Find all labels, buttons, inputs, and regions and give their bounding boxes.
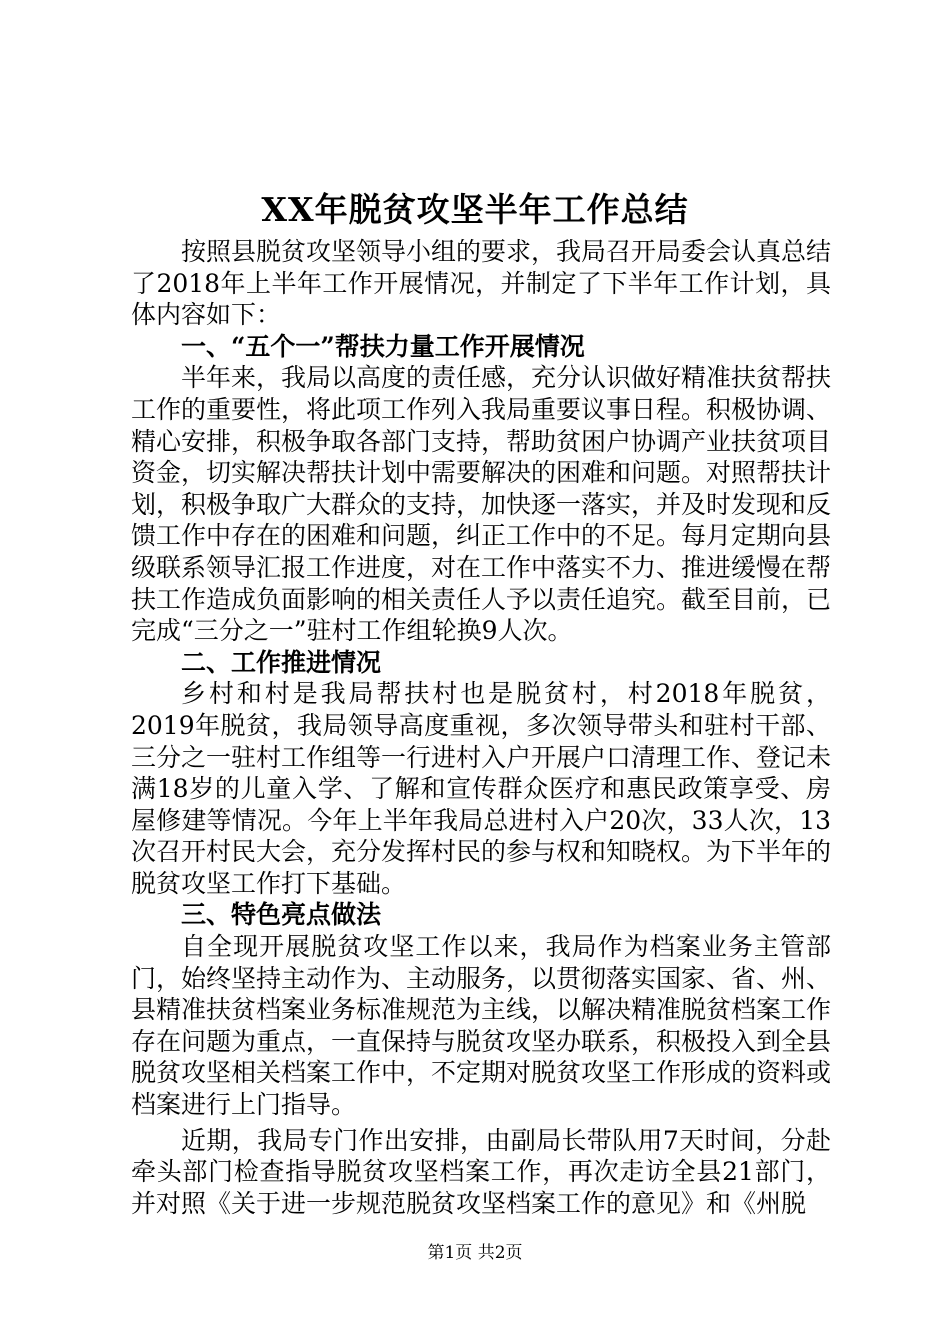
page-footer: 第1页 共2页 (427, 1243, 523, 1263)
section-1-heading: 一、“五个一”帮扶力量工作开展情况 (181, 331, 585, 361)
section-3-paragraph-2: 近期，我局专门作出安排，由副局长带队用7天时间，分赴牵头部门检查指导脱贫攻坚档案工作，再次走访全县21部门，并对照《关于进一步规范脱贫攻坚档案工作的意见》和《州脱 (131, 1125, 831, 1218)
section-3-paragraph-1: 自全现开展脱贫攻坚工作以来，我局作为档案业务主管部门，始终坚持主动作为、主动服务，以贯彻落实国家、省、州、县精准扶贫档案业务标准规范为主线，以解决精准脱贫档案工作存在问题为重点，一直保持与脱贫攻坚办联系，积极投入到全县脱贫攻坚相关档案工作中，不定期对脱贫攻坚工作形成的资料或档案进行上门指导。 (131, 932, 832, 1120)
section-2-heading: 二、工作推进情况 (181, 647, 382, 677)
section-3-heading: 三、特色亮点做法 (181, 900, 382, 930)
intro-paragraph: 按照县脱贫攻坚领导小组的要求，我局召开局委会认真总结了2018年上半年工作开展情况，并制定了下半年工作计划，具体内容如下： (131, 237, 832, 330)
document-title: XX年脱贫攻坚半年工作总结 (261, 190, 689, 229)
section-1-paragraph: 半年来，我局以高度的责任感，充分认识做好精准扶贫帮扶工作的重要性，将此项工作列入我局重要议事日程。积极协调、精心安排，积极争取各部门支持，帮助贫困户协调产业扶贫项目资金，切实解决帮扶计划中需要解决的困难和问题。对照帮扶计划，积极争取广大群众的支持，加快逐一落实，并及时发现和反馈工作中存在的困难和问题，纠正工作中的不足。每月定期向县级联系领导汇报工作进度，对在工作中落实不力、推进缓慢在帮扶工作造成负面影响的相关责任人予以责任追究。截至目前，已完成“三分之一”驻村工作组轮换9人次。 (131, 363, 832, 646)
document-body (131, 236, 831, 1219)
section-2-paragraph: 乡村和村是我局帮扶村也是脱贫村，村2018年脱贫，2019年脱贫，我局领导高度重视，多次领导带头和驻村干部、三分之一驻村工作组等一行进村入户开展户口清理工作、登记未满18岁的儿童入学、了解和宣传群众医疗和惠民政策享受、房屋修建等情况。今年上半年我局总进村入户20次，33人次，13次召开村民大会，充分发挥村民的参与权和知晓权。为下半年的脱贫攻坚工作打下基础。 (131, 679, 832, 898)
